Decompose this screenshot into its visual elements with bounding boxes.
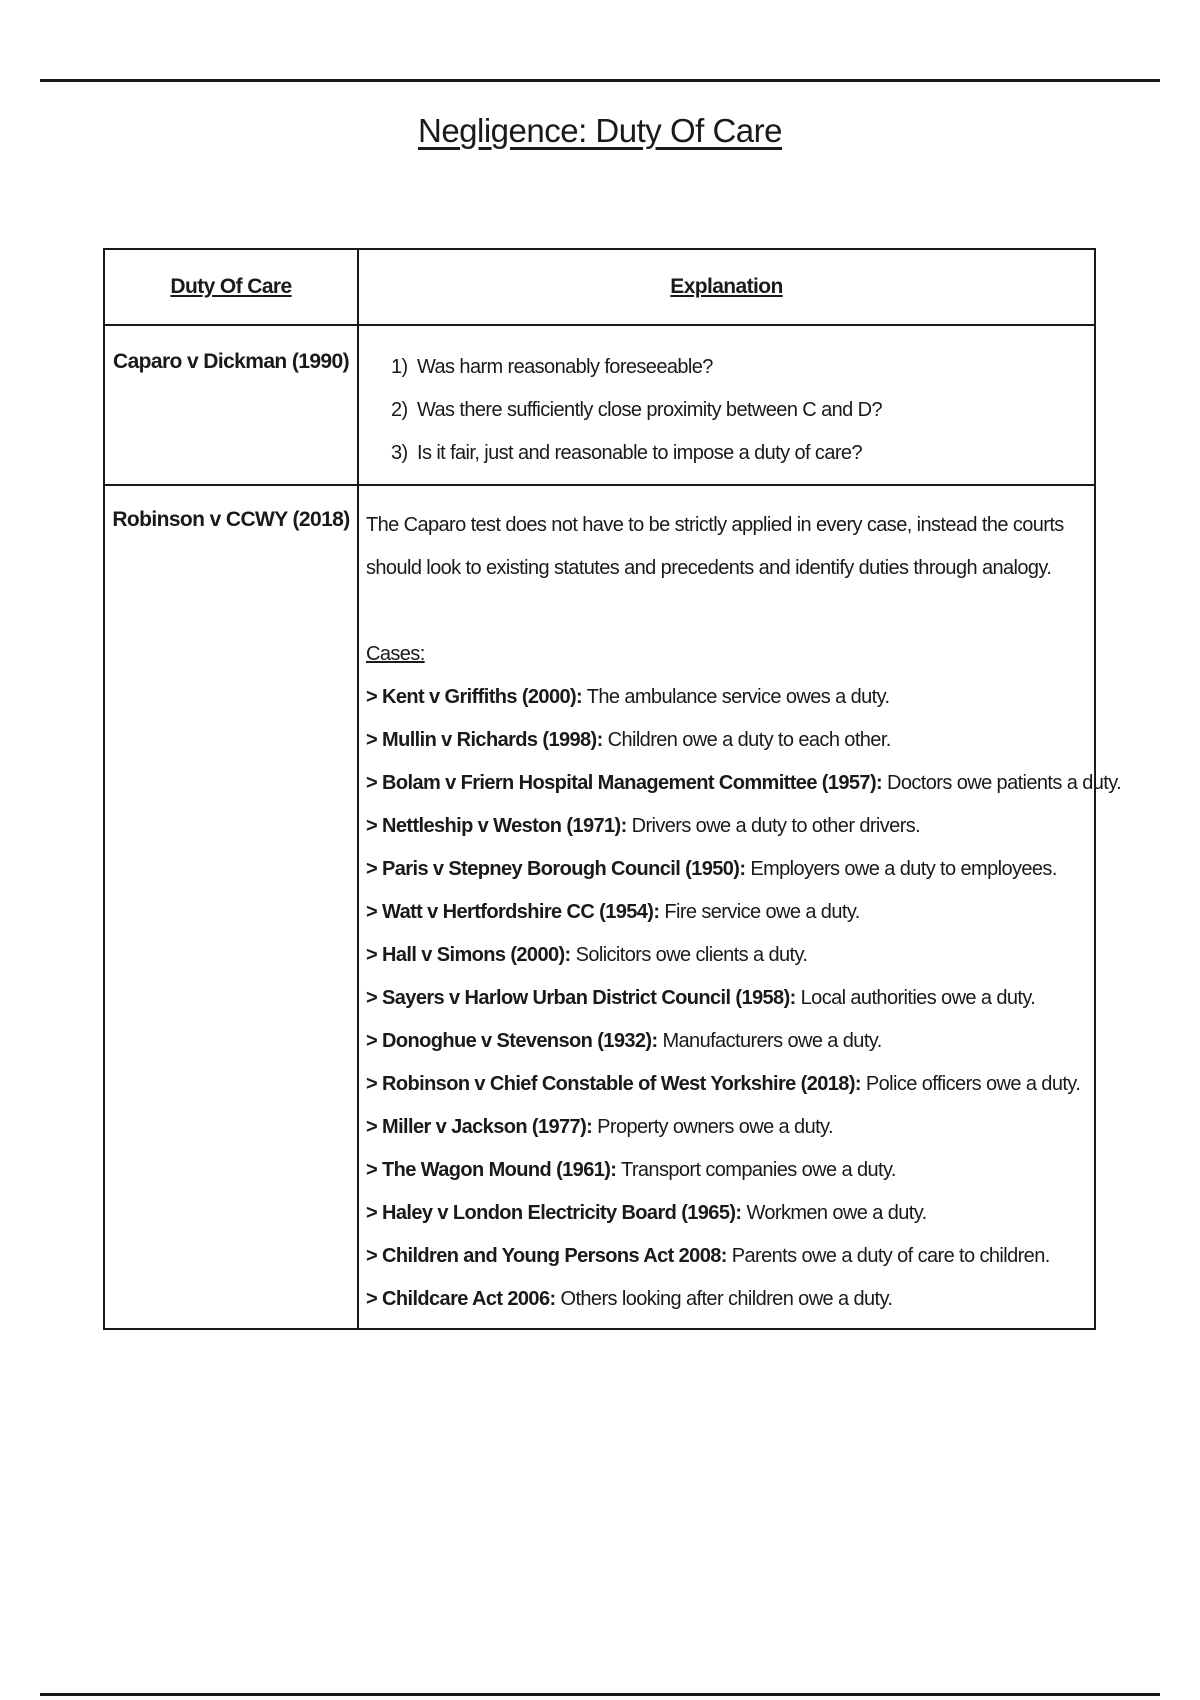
case-name: > Bolam v Friern Hospital Management Committee (1957): [366, 772, 883, 794]
test-number: 3) [391, 442, 408, 464]
caparo-explanation [359, 326, 1094, 484]
duty-of-care-table [103, 248, 1122, 1330]
case-caparo: Caparo v Dickman (1990) [105, 326, 359, 484]
case-text: Children owe a duty to each other. [602, 729, 891, 751]
case-name: > Kent v Griffiths (2000): [366, 686, 583, 708]
caparo-test-list [359, 346, 1094, 475]
list-item [366, 1235, 1121, 1278]
test-text: Is it fair, just and reasonable to impose a duty of care? [417, 442, 862, 464]
list-item [366, 977, 1121, 1020]
top-rule [40, 79, 1160, 82]
list-item [366, 934, 1121, 977]
case-name: > Nettleship v Weston (1971): [366, 815, 627, 837]
page-title: Negligence: Duty Of Care [417, 112, 782, 149]
list-item [366, 719, 1121, 762]
case-name: > Watt v Hertfordshire CC (1954): [366, 901, 660, 923]
cases-label: Cases: [366, 643, 425, 665]
robinson-explanation [359, 486, 1127, 1328]
case-text: Local authorities owe a duty. [795, 987, 1036, 1009]
case-text: Workmen owe a duty. [741, 1202, 927, 1224]
test-text: Was there sufficiently close proximity between C and D? [417, 399, 882, 421]
test-number: 1) [391, 356, 408, 378]
list-item [366, 1020, 1121, 1063]
list-item [366, 1278, 1121, 1321]
table-header-row [105, 250, 1094, 326]
list-item [366, 1192, 1121, 1235]
case-text: Manufacturers owe a duty. [657, 1030, 882, 1052]
list-item [366, 762, 1121, 805]
header-explanation: Explanation [670, 275, 783, 298]
case-text: Drivers owe a duty to other drivers. [626, 815, 921, 837]
case-name: > Sayers v Harlow Urban District Council (1958): [366, 987, 796, 1009]
case-name: > Miller v Jackson (1977): [366, 1116, 593, 1138]
test-number: 2) [391, 399, 408, 421]
list-item [366, 1106, 1121, 1149]
case-text: Solicitors owe clients a duty. [570, 944, 808, 966]
case-text: Others looking after children owe a duty. [555, 1288, 893, 1310]
list-item [366, 891, 1121, 934]
case-name: > Hall v Simons (2000): [366, 944, 571, 966]
table-row-caparo [105, 326, 1094, 486]
case-text: Police officers owe a duty. [860, 1073, 1081, 1095]
list-item [366, 805, 1121, 848]
list-item [366, 1149, 1121, 1192]
case-name: > Donoghue v Stevenson (1932): [366, 1030, 658, 1052]
list-item [366, 676, 1121, 719]
test-text: Was harm reasonably foreseeable? [417, 356, 713, 378]
case-text: Property owners owe a duty. [592, 1116, 833, 1138]
caparo-test-item [359, 346, 1094, 389]
case-name: > Haley v London Electricity Board (1965): [366, 1202, 742, 1224]
bottom-rule [40, 1693, 1160, 1696]
caparo-test-item [359, 389, 1094, 432]
case-robinson: Robinson v CCWY (2018) [105, 486, 359, 1328]
case-text: Parents owe a duty of care to children. [726, 1245, 1050, 1267]
header-duty-of-care: Duty Of Care [105, 250, 359, 324]
case-name: > Robinson v Chief Constable of West Yorkshire (2018): [366, 1073, 861, 1095]
case-text: Doctors owe patients a duty. [882, 772, 1122, 794]
case-text: Employers owe a duty to employees. [745, 858, 1057, 880]
case-text: Fire service owe a duty. [659, 901, 860, 923]
robinson-intro: The Caparo test does not have to be strictly applied in every case, instead the courts should look to existing statutes and precedents and identify duties through analogy. [366, 514, 1064, 579]
case-name: > Paris v Stepney Borough Council (1950): [366, 858, 746, 880]
case-name: > Childcare Act 2006: [366, 1288, 556, 1310]
case-name: > Mullin v Richards (1998): [366, 729, 603, 751]
caparo-test-item [359, 432, 1094, 475]
list-item [366, 1063, 1121, 1106]
case-list [366, 676, 1121, 1321]
case-text: Transport companies owe a duty. [616, 1159, 896, 1181]
case-text: The ambulance service owes a duty. [582, 686, 890, 708]
case-name: > The Wagon Mound (1961): [366, 1159, 617, 1181]
table-row-robinson [105, 486, 1122, 1328]
list-item [366, 848, 1121, 891]
case-name: > Children and Young Persons Act 2008: [366, 1245, 727, 1267]
